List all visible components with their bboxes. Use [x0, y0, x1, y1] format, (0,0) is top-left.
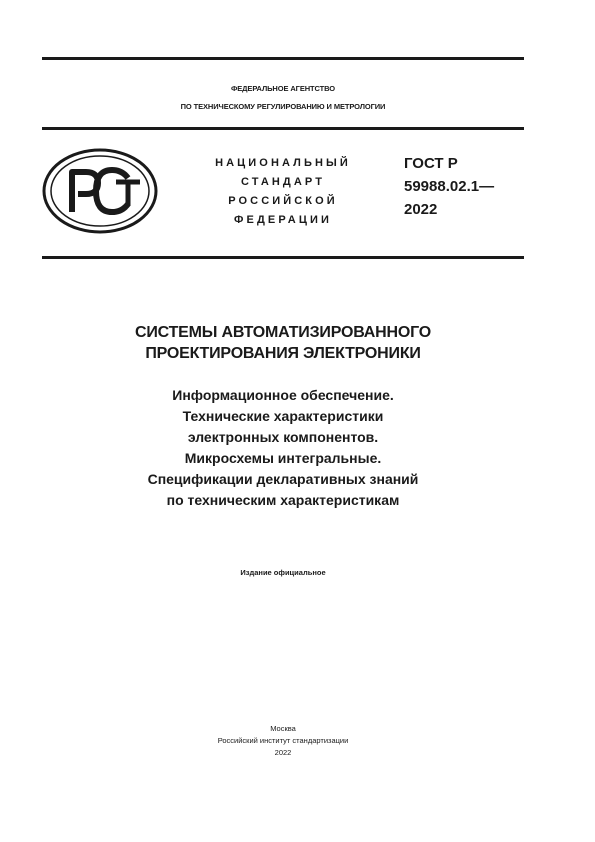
designation-line: 59988.02.1— — [404, 178, 495, 195]
subtitle-line: Спецификации декларативных знаний — [147, 471, 419, 487]
top-rule — [42, 57, 524, 60]
imprint-city: Москва — [270, 724, 296, 733]
imprint — [42, 723, 524, 759]
subtitle-line: электронных компонентов. — [187, 429, 379, 445]
standard-designation — [404, 152, 494, 221]
designation-line: ГОСТ Р — [404, 155, 458, 172]
standard-type-line: СТАНДАРТ — [240, 176, 326, 188]
subtitle-line: по техническим характеристикам — [166, 492, 400, 508]
rst-certification-mark-icon — [42, 148, 158, 234]
title-line: СИСТЕМЫ АВТОМАТИЗИРОВАННОГО — [135, 324, 431, 341]
subtitle-line: Технические характеристики — [182, 408, 384, 424]
document-title — [42, 322, 524, 364]
designation-line: 2022 — [404, 201, 438, 218]
subtitle-line: Информационное обеспечение. — [172, 387, 394, 403]
imprint-publisher: Российский институт стандартизации — [217, 736, 349, 745]
title-line: ПРОЕКТИРОВАНИЯ ЭЛЕКТРОНИКИ — [145, 345, 421, 362]
agency-line-1: ФЕДЕРАЛЬНОЕ АГЕНТСТВО — [230, 84, 336, 93]
document-subtitle — [42, 385, 524, 511]
edition-label: Издание официальное — [240, 568, 326, 577]
agency-line-2: ПО ТЕХНИЧЕСКОМУ РЕГУЛИРОВАНИЮ И МЕТРОЛОГИИ — [180, 102, 386, 111]
standard-type-line: РОССИЙСКОЙ — [228, 195, 338, 207]
standard-type-line: НАЦИОНАЛЬНЫЙ — [215, 157, 351, 169]
standard-type — [188, 154, 378, 230]
header-rule — [42, 127, 524, 130]
masthead-rule — [42, 256, 524, 259]
standard-type-line: ФЕДЕРАЦИИ — [234, 214, 332, 226]
imprint-year: 2022 — [274, 748, 292, 757]
subtitle-line: Микросхемы интегральные. — [184, 450, 382, 466]
